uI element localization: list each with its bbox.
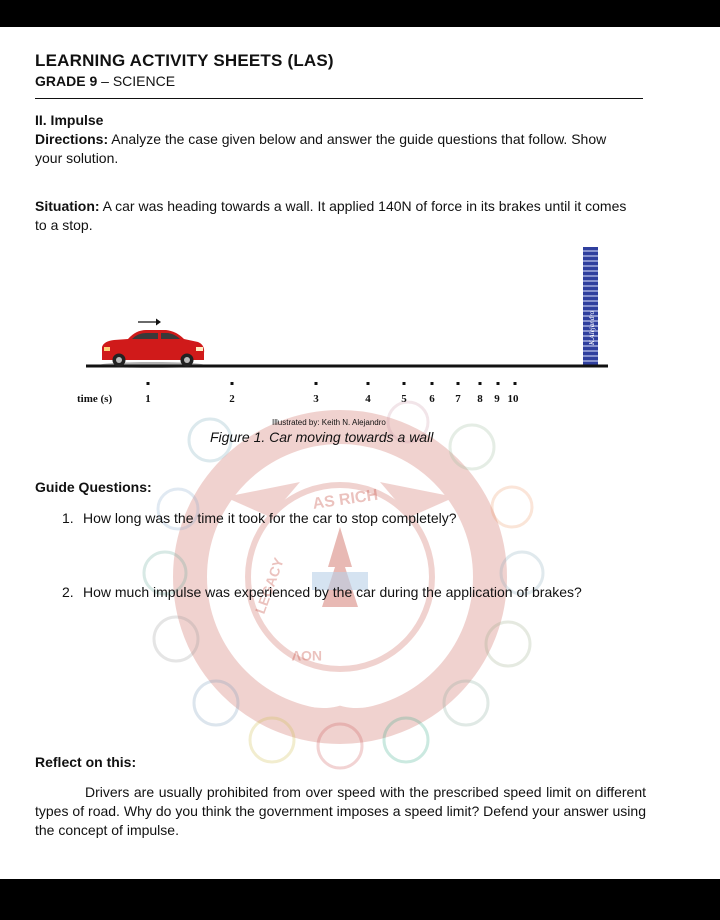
- figure-caption: Figure 1. Car moving towards a wall: [210, 429, 434, 445]
- time-tick-label: 3: [313, 393, 319, 405]
- sheet-title: LEARNING ACTIVITY SHEETS (LAS): [35, 51, 334, 70]
- watermark-text-left: LEGACY: [251, 555, 287, 616]
- arrow-right-icon: [138, 319, 161, 326]
- time-tick-mark: [403, 382, 406, 385]
- question-number: 2.: [62, 584, 74, 600]
- time-axis-label: time (s): [77, 393, 113, 405]
- question-text: How long was the time it took for the car to stop completely?: [83, 510, 457, 526]
- time-tick-mark: [457, 382, 460, 385]
- figure-car-wall: [0, 27, 720, 427]
- time-tick-label: 9: [494, 393, 500, 405]
- directions-text: Analyze the case given below and answer the guide questions that follow. Show your solution.: [35, 131, 607, 166]
- time-tick-label: 1: [145, 393, 151, 405]
- subject-label: SCIENCE: [112, 73, 176, 89]
- car-illustration: [100, 330, 204, 368]
- time-tick-mark: [147, 382, 150, 385]
- watermark-text-bottom: NOV: [291, 648, 322, 664]
- time-tick-label: 7: [455, 393, 461, 405]
- illustration-credit: Illustrated by: Keith N. Alejandro: [272, 418, 386, 427]
- situation-label: Situation:: [35, 198, 100, 214]
- wall-signature: K.Alejandro: [588, 310, 596, 345]
- activity-sheet-page: [0, 27, 720, 879]
- time-tick-label: 10: [507, 393, 519, 405]
- situation-text: A car was heading towards a wall. It applied 140N of force in its brakes until it comes to a stop.: [35, 198, 627, 233]
- directions-label: Directions:: [35, 131, 109, 147]
- time-tick-label: 4: [365, 393, 371, 405]
- time-ticks: [145, 382, 519, 405]
- grade-label: GRADE 9: [35, 73, 98, 89]
- watermark-text-top: AS RICH: [311, 486, 380, 513]
- reflect-paragraph: Drivers are usually prohibited from over speed with the prescribed speed limit on different types of road. Why do you think the government imposes a speed limit? Defend your answer using the concept of impulse.: [35, 784, 646, 838]
- time-tick-mark: [497, 382, 500, 385]
- reflect-heading: Reflect on this:: [35, 754, 137, 770]
- time-tick-label: 8: [477, 393, 483, 405]
- question-number: 1.: [62, 510, 74, 526]
- time-tick-mark: [479, 382, 482, 385]
- time-tick-mark: [315, 382, 318, 385]
- subtitle-dash: –: [97, 73, 113, 89]
- time-tick-mark: [231, 382, 234, 385]
- guide-questions-heading: Guide Questions:: [35, 479, 152, 495]
- time-tick-mark: [431, 382, 434, 385]
- time-tick-label: 6: [429, 393, 435, 405]
- time-tick-mark: [514, 382, 517, 385]
- question-text: How much impulse was experienced by the car during the application of brakes?: [83, 584, 582, 600]
- time-tick-label: 2: [229, 393, 235, 405]
- brick-wall: [583, 247, 598, 365]
- section-title: II. Impulse: [35, 112, 104, 128]
- time-tick-label: 5: [401, 393, 407, 405]
- time-tick-mark: [367, 382, 370, 385]
